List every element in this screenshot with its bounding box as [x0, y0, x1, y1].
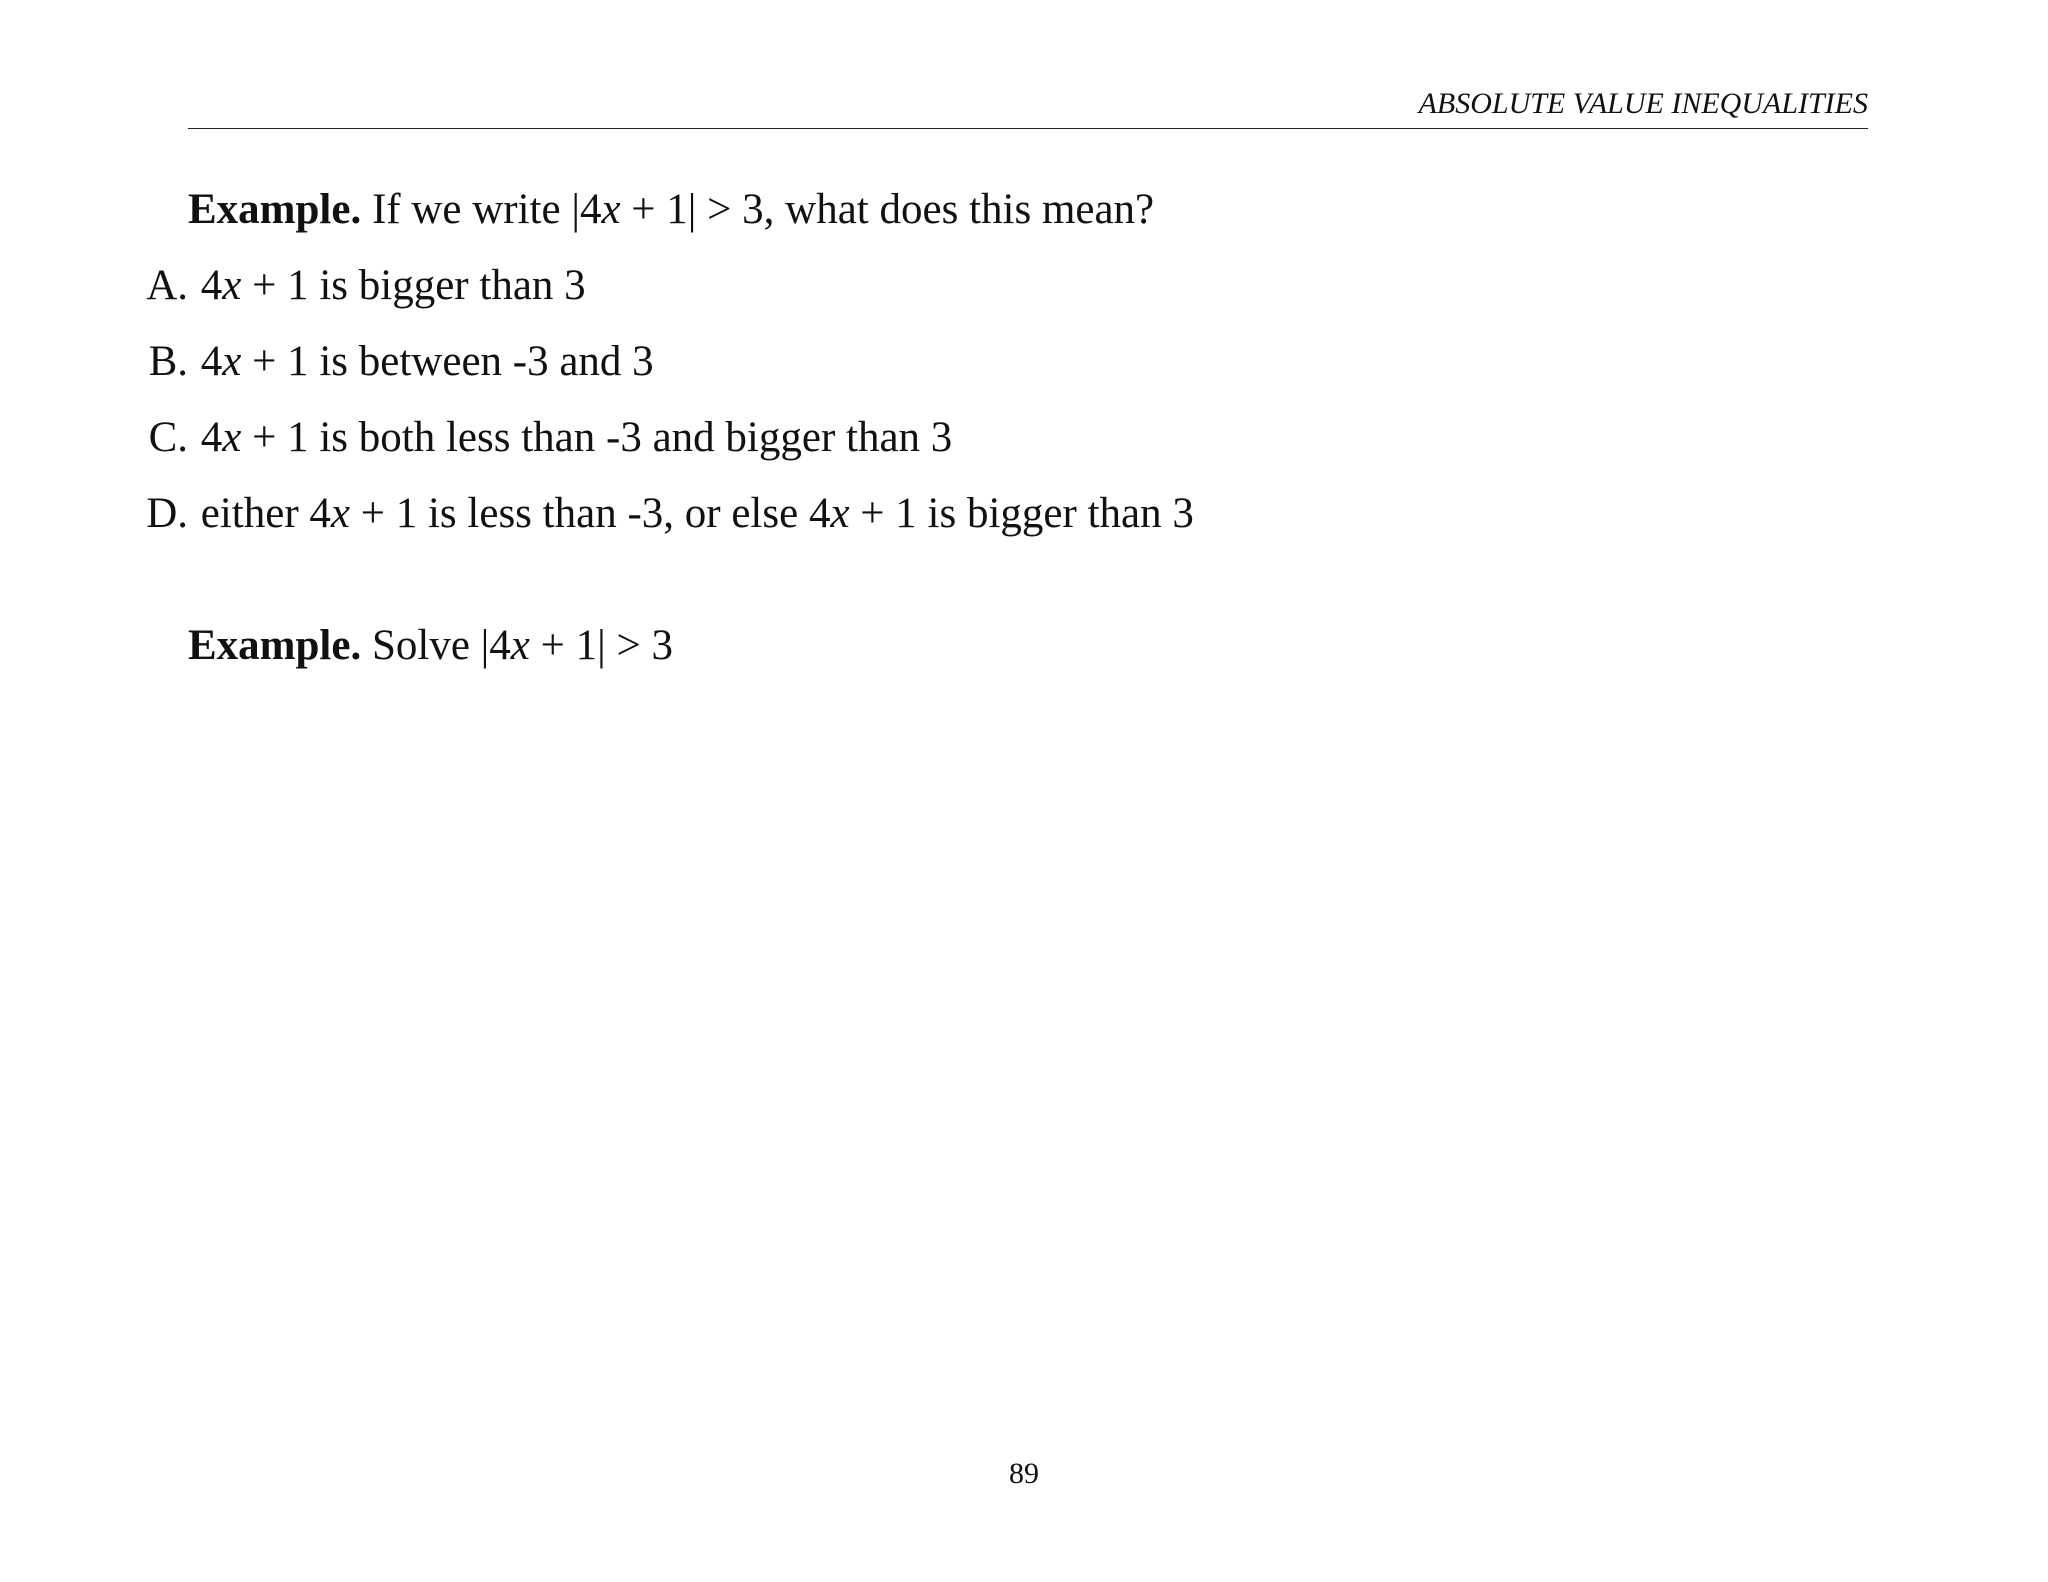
option-b-letter: B. — [148, 338, 188, 385]
example-2-text-2: + 1| > 3 — [529, 622, 673, 669]
running-header: ABSOLUTE VALUE INEQUALITIES — [1418, 87, 1868, 120]
option-d — [130, 488, 1194, 540]
option-c-letter: C. — [148, 414, 188, 461]
option-d-part-3: + 1 is bigger than 3 — [849, 490, 1194, 537]
example-2-variable: x — [510, 622, 530, 669]
option-b-variable: x — [222, 338, 242, 385]
example-2-text-1: Solve |4 — [361, 622, 511, 669]
page-number: 89 — [1009, 1457, 1039, 1490]
option-a-text — [201, 262, 586, 309]
example-1-question — [188, 184, 1154, 236]
option-d-part-1: either 4 — [200, 490, 331, 537]
option-a-letter: A. — [146, 262, 188, 309]
example-1-label: Example. — [188, 186, 362, 233]
option-b-part-1: 4 — [200, 338, 223, 385]
option-c-variable: x — [222, 414, 242, 461]
option-c-text — [201, 414, 953, 461]
option-c — [130, 412, 952, 464]
question-text-2: + 1| > 3, what does this mean? — [620, 186, 1155, 233]
option-b-text — [201, 338, 654, 385]
option-c-part-1: 4 — [200, 414, 223, 461]
option-a-part-1: 4 — [200, 262, 223, 309]
header-rule — [188, 128, 1868, 129]
option-d-part-2: + 1 is less than -3, or else 4 — [349, 490, 831, 537]
example-2-label: Example. — [188, 622, 362, 669]
option-b — [130, 336, 654, 388]
option-d-text — [201, 490, 1194, 537]
option-b-part-2: + 1 is between -3 and 3 — [241, 338, 654, 385]
option-c-part-2: + 1 is both less than -3 and bigger than 3 — [241, 414, 953, 461]
option-d-variable-2: x — [830, 490, 850, 537]
option-d-letter: D. — [146, 490, 188, 537]
option-a-variable: x — [222, 262, 242, 309]
option-a — [130, 260, 586, 312]
example-2-question — [188, 620, 673, 672]
option-d-variable-1: x — [330, 490, 350, 537]
question-variable: x — [601, 186, 621, 233]
question-text-1: If we write |4 — [361, 186, 602, 233]
option-a-part-2: + 1 is bigger than 3 — [241, 262, 586, 309]
